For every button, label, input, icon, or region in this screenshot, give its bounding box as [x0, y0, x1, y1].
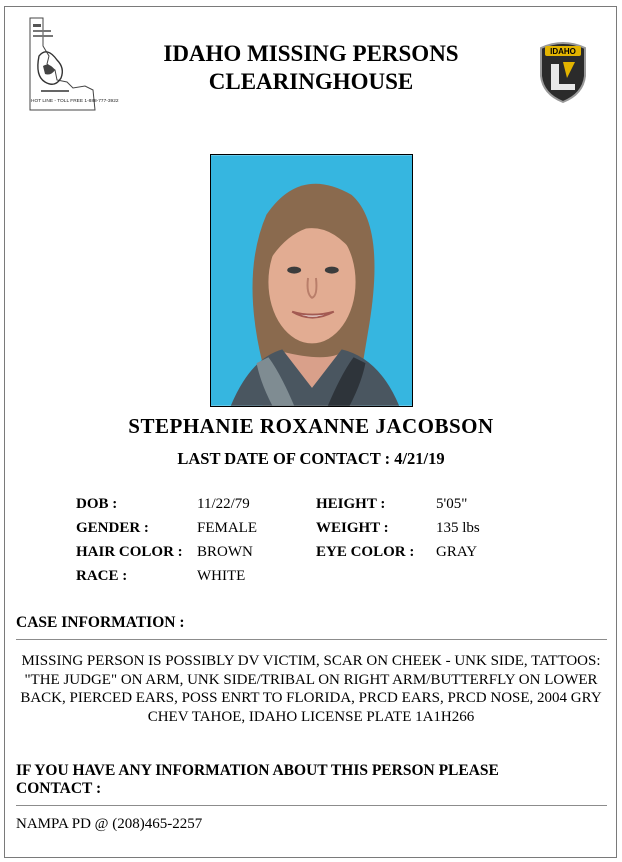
- divider: [16, 639, 607, 640]
- person-name: STEPHANIE ROXANNE JACOBSON: [128, 414, 494, 438]
- missing-person-photo: [210, 154, 413, 407]
- height-value: 5'05": [436, 496, 468, 512]
- last-contact-date: LAST DATE OF CONTACT : 4/21/19: [177, 449, 445, 468]
- height-label: HEIGHT :: [316, 496, 386, 512]
- weight-label: WEIGHT :: [316, 520, 389, 536]
- contact-heading: IF YOU HAVE ANY INFORMATION ABOUT THIS PERSON PLEASE CONTACT :: [16, 762, 499, 797]
- badge-label: IDAHO: [550, 47, 576, 56]
- idaho-clearinghouse-logo: [27, 16, 119, 112]
- title-line-1: IDAHO MISSING PERSONS: [163, 41, 459, 66]
- hotline-text: HOT LINE - TOLL FREE 1-888-777-3922: [31, 99, 119, 104]
- weight-value: 135 lbs: [436, 520, 480, 536]
- page-title: [100, 40, 522, 96]
- race-value: WHITE: [197, 568, 246, 584]
- case-information-heading: CASE INFORMATION :: [16, 614, 185, 631]
- gender-label: GENDER :: [76, 520, 149, 536]
- hair-color-label: HAIR COLOR :: [76, 544, 183, 560]
- dob-label: DOB :: [76, 496, 118, 512]
- gender-value: FEMALE: [197, 520, 257, 536]
- hair-color-value: BROWN: [197, 544, 253, 560]
- dob-value: 11/22/79: [197, 496, 250, 512]
- title-line-2: CLEARINGHOUSE: [208, 69, 414, 94]
- eye-color-label: EYE COLOR :: [316, 544, 415, 560]
- agency-contact: NAMPA PD @ (208)465-2257: [16, 816, 203, 832]
- race-label: RACE :: [76, 568, 128, 584]
- idaho-state-police-badge: [537, 40, 589, 104]
- eye-color-value: GRAY: [436, 544, 478, 560]
- case-information-text: MISSING PERSON IS POSSIBLY DV VICTIM, SCAR ON CHEEK - UNK SIDE, TATTOOS: "THE JUDGE" ON ARM, UNK SIDE/TRIBAL ON RIGHT ARM/BUTTERFLY ON LOWER BACK, PIERCED EARS, POSS ENRT TO FLORIDA, PRCD EARS, PRCD NOSE, 2004 GRY CHEV TAHOE, IDAHO LICENSE PLATE 1A1H266: [20, 653, 602, 725]
- divider: [16, 805, 607, 806]
